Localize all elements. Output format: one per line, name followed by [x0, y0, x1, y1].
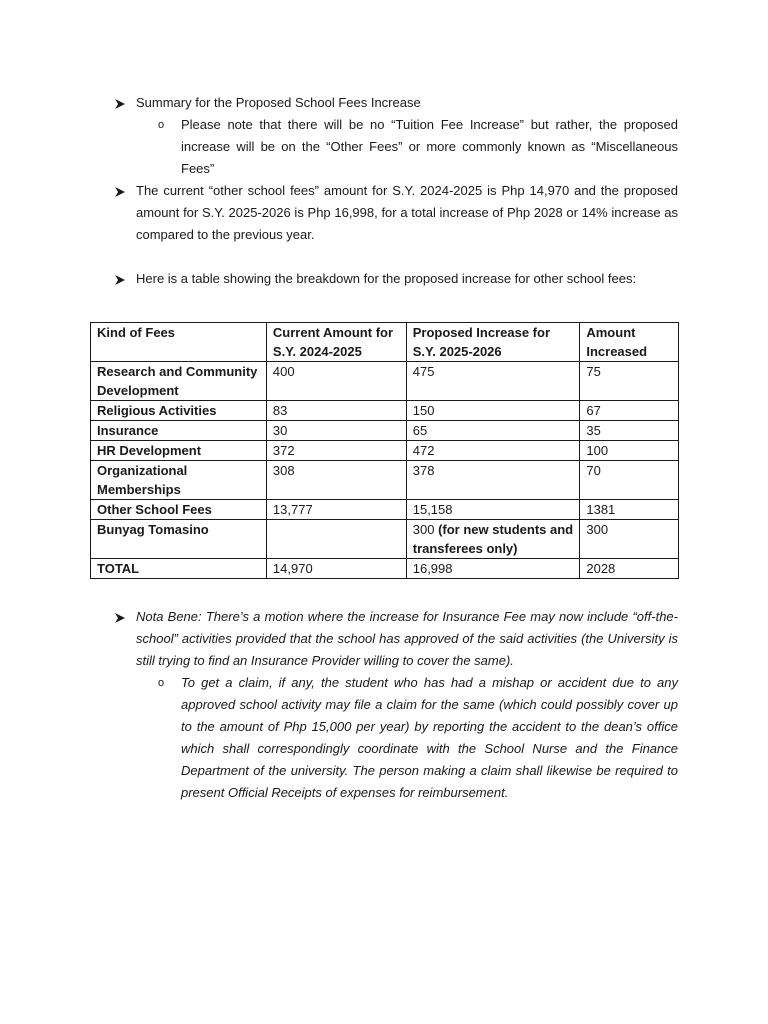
- sub-bullet-claim-note: [158, 672, 678, 804]
- table-cell-kind: TOTAL: [91, 559, 267, 579]
- table-cell-proposed: 16,998: [406, 559, 580, 579]
- table-row: [91, 401, 679, 421]
- circle-bullet-icon: o: [158, 677, 165, 689]
- bullet-table-intro: [114, 268, 678, 290]
- arrow-bullet-icon: [114, 92, 128, 114]
- table-header-cell: Amount Increased: [580, 323, 679, 362]
- table-cell-kind: Insurance: [91, 421, 267, 441]
- bullet-table-intro-text: Here is a table showing the breakdown for the proposed increase for other school fees:: [136, 271, 637, 286]
- table-row: [91, 441, 679, 461]
- bullet-current-fees-text: The current “other school fees” amount for S.Y. 2024-2025 is Php 14,970 and the proposed amount for S.Y. 2025-2026 is Php 16,998, for a total increase of Php 2028 or 14% increase as compared to the previous year.: [136, 183, 678, 242]
- table-cell-proposed-value: 300: [412, 522, 435, 537]
- arrow-bullet-icon: [114, 268, 128, 290]
- table-cell-kind: Organizational Memberships: [91, 461, 267, 500]
- table-cell-increase: 35: [580, 421, 679, 441]
- table-cell-kind: Research and Community Development: [91, 362, 267, 401]
- table-cell-proposed: 472: [406, 441, 580, 461]
- table-header-cell: Current Amount for S.Y. 2024-2025: [266, 323, 406, 362]
- sub-bullet-summary-note: [158, 114, 678, 180]
- table-cell-proposed-note: (for new students and transferees only): [412, 522, 574, 556]
- table-cell-proposed: 378: [406, 461, 580, 500]
- table-row: [91, 421, 679, 441]
- arrow-bullet-icon: [114, 180, 128, 202]
- table-row: [91, 362, 679, 401]
- table-cell-current: 400: [266, 362, 406, 401]
- bullet-nota-bene: [114, 606, 678, 672]
- table-cell-kind: Religious Activities: [91, 401, 267, 421]
- table-cell-increase: 2028: [580, 559, 679, 579]
- sub-bullet-summary-note-text: Please note that there will be no “Tuition Fee Increase” but rather, the proposed increase will be on the “Other Fees” or more commonly known as “Miscellaneous Fees”: [181, 117, 678, 176]
- table-header-cell: Proposed Increase for S.Y. 2025-2026: [406, 323, 580, 362]
- table-cell-current: 372: [266, 441, 406, 461]
- bullet-summary-text: Summary for the Proposed School Fees Increase: [136, 95, 421, 110]
- table-cell-increase: 67: [580, 401, 679, 421]
- arrow-bullet-icon: [114, 606, 128, 628]
- table-cell-proposed: 475: [406, 362, 580, 401]
- table-row: [91, 500, 679, 520]
- table-row: [91, 520, 679, 559]
- bullet-nota-bene-text: Nota Bene: There’s a motion where the increase for Insurance Fee may now include “off-the-school” activities provided that the school has approved of the said activities (the University is still trying to find an Insurance Provider willing to cover the same).: [136, 609, 678, 668]
- table-cell-current: 14,970: [266, 559, 406, 579]
- table-cell-kind: HR Development: [91, 441, 267, 461]
- table-header-cell: Kind of Fees: [91, 323, 267, 362]
- table-header-row: [91, 323, 679, 362]
- table-cell-current: 13,777: [266, 500, 406, 520]
- bullet-summary: [114, 92, 678, 114]
- table-cell-proposed: 65: [406, 421, 580, 441]
- circle-bullet-icon: o: [158, 119, 165, 131]
- table-cell-current: 30: [266, 421, 406, 441]
- table-cell-increase: 70: [580, 461, 679, 500]
- table-cell-kind: Other School Fees: [91, 500, 267, 520]
- table-row: [91, 461, 679, 500]
- table-cell-kind: Bunyag Tomasino: [91, 520, 267, 559]
- table-cell-current: 83: [266, 401, 406, 421]
- table-cell-increase: 75: [580, 362, 679, 401]
- fees-table: [90, 322, 679, 579]
- table-cell-proposed: 150: [406, 401, 580, 421]
- table-cell-increase: 300: [580, 520, 679, 559]
- table-cell-current: 308: [266, 461, 406, 500]
- table-cell-increase: 1381: [580, 500, 679, 520]
- bullet-current-fees: [114, 180, 678, 246]
- table-cell-increase: 100: [580, 441, 679, 461]
- table-cell-proposed: 15,158: [406, 500, 580, 520]
- table-cell-current: [266, 520, 406, 559]
- table-total-row: [91, 559, 679, 579]
- sub-bullet-claim-note-text: To get a claim, if any, the student who has had a mishap or accident due to any approved school activity may file a claim for the same (which could possibly cover up to the amount of Php 15,000 per year) by reporting the accident to the dean’s office which shall correspondingly coordinate with the School Nurse and the Finance Department of the university. The person making a claim shall likewise be required to present Official Receipts of expenses for reimbursement.: [181, 675, 678, 800]
- table-cell-proposed: [406, 520, 580, 559]
